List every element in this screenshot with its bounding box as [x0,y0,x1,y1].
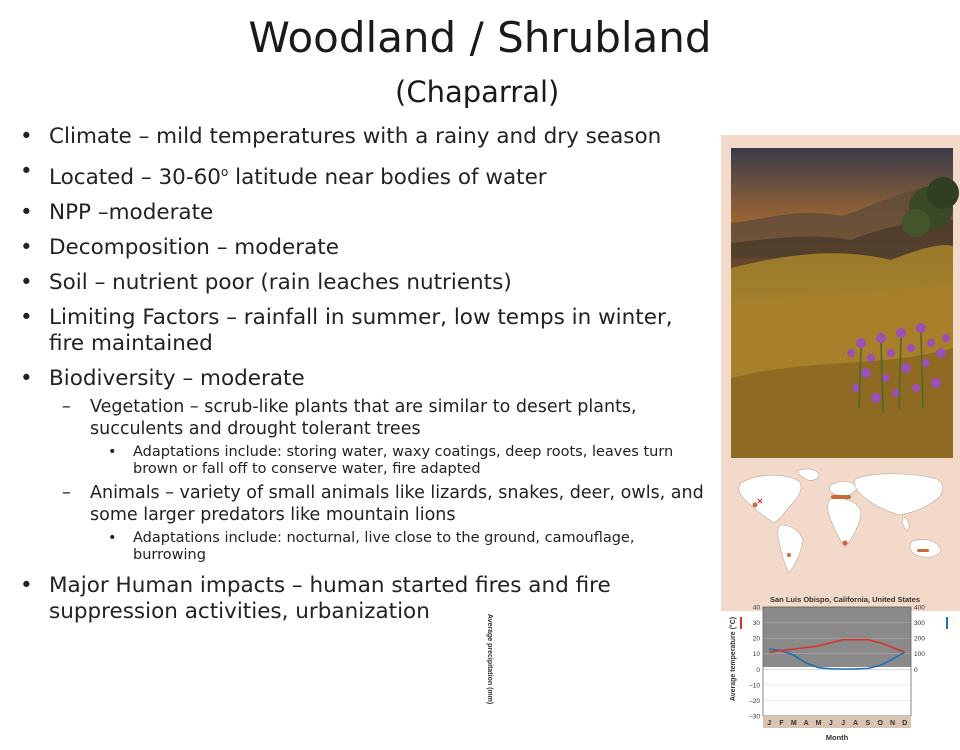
degree-superscript: o [220,165,229,179]
bullet-biodiversity: • Biodiversity – moderate [20,366,710,392]
temperature-tick-label: 20 [752,635,760,643]
temperature-tick-label: –20 [749,697,760,705]
month-label: J [767,720,772,727]
slide-title: Woodland / Shrubland [248,13,712,62]
month-label: D [902,720,908,727]
month-label: M [815,720,822,727]
subsubbullet-veg-adaptations: • Adaptations include: storing water, waxy coatings, deep roots, leaves turn brown or fall off to conserve water, fire adapted [20,444,710,478]
temperature-tick-label: –10 [749,682,760,690]
right-axis-label: Average precipitation (mm) [486,613,493,705]
bullet-climate: • Climate – mild temperatures with a rainy and dry season [20,124,710,150]
bullet-list [20,124,710,634]
climate-chart-title: San Luis Obispo, California, United States [769,595,921,604]
temperature-tick-label: 30 [752,620,760,628]
bullet-npp: • NPP –moderate [20,200,710,226]
climate-diagram [486,595,960,750]
precipitation-tick-label: 100 [914,651,925,659]
month-label: M [790,720,797,727]
biome-figure [486,135,960,742]
precipitation-tick-labels [914,605,925,674]
month-label: N [889,720,896,727]
bullet-human-impacts: • Major Human impacts – human started fires and fire suppression activities, urbanization [20,573,710,625]
subbullet-animals: – Animals – variety of small animals like lizards, snakes, deer, owls, and some larger predators like mountain lions [20,482,710,526]
located-text: Located – 30-60 [49,165,221,191]
x-axis-label: Month [825,733,849,742]
month-label: A [803,720,809,727]
left-axis-label: Average temperature (°C) [730,616,737,702]
located-text-end: latitude near bodies of water [228,165,547,191]
month-label: J [841,720,846,727]
subsubbullet-animal-adaptations: • Adaptations include: nocturnal, live close to the ground, camouflage, burrowing [20,530,710,564]
precipitation-tick-label: 300 [914,620,925,628]
month-band [763,716,911,728]
temperature-tick-labels [749,605,760,721]
bullet-limiting-factors: • Limiting Factors – rainfall in summer, low temps in winter, fire maintained [20,305,710,357]
world-distribution-map [727,465,955,580]
bullet-soil: • Soil – nutrient poor (rain leaches nutrients) [20,270,710,296]
subbullet-vegetation: – Vegetation – scrub-like plants that are similar to desert plants, succulents and drought tolerant trees [20,396,710,440]
precipitation-tick-label: 200 [914,635,925,643]
temperature-band [763,607,911,667]
month-label: S [865,720,871,727]
bullet-decomposition: • Decomposition – moderate [20,235,710,261]
temperature-tick-label: –30 [749,713,760,721]
slide-subtitle: (Chaparral) [395,75,560,109]
bullet-located [20,159,710,191]
temperature-tick-label: 10 [752,651,760,659]
month-label: J [828,720,833,727]
month-label: A [852,720,859,727]
temperature-tick-label: 40 [752,604,760,612]
month-label: O [877,720,883,727]
temperature-tick-label: 0 [756,666,760,674]
chaparral-photo [731,148,953,458]
precipitation-tick-label: 0 [914,666,918,674]
month-label: F [779,720,784,727]
precipitation-tick-label: 400 [914,604,925,612]
plot-lower-area [763,667,911,716]
